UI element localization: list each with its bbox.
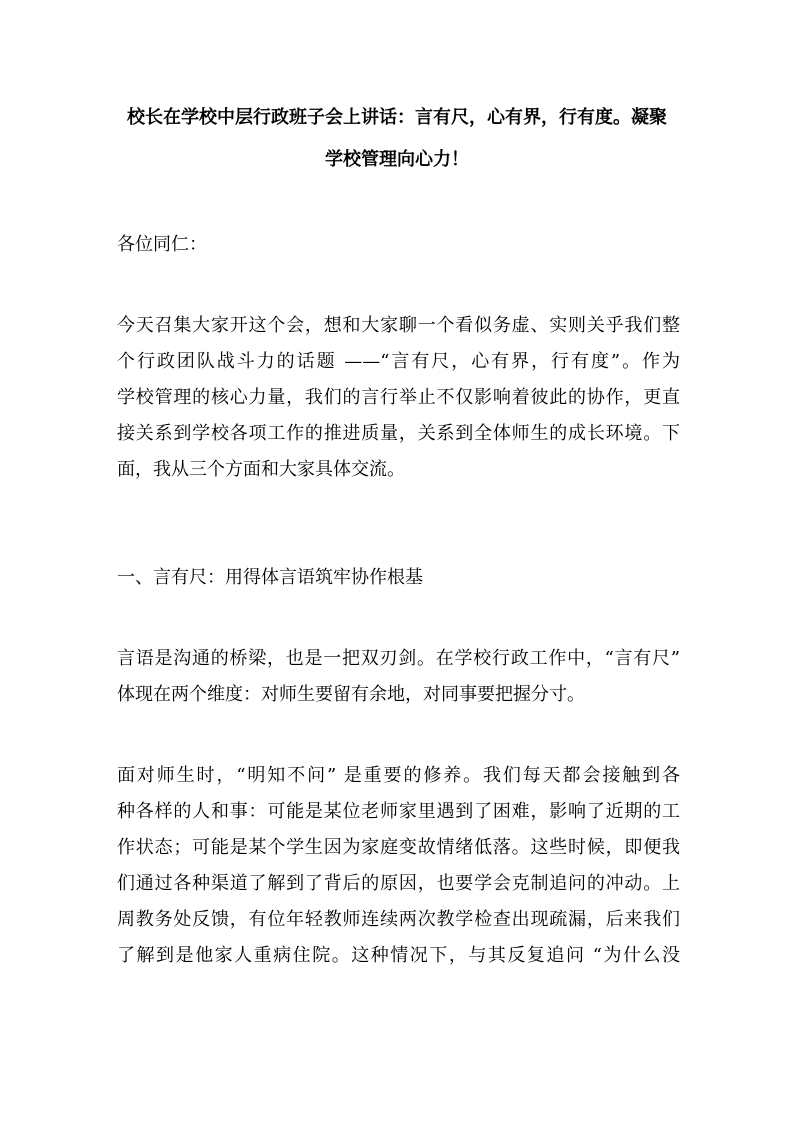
- paragraph-2: [117, 758, 680, 974]
- paragraph-line: 接关系到学校各项工作的推进质量，关系到全体师生的成长环境。下: [117, 423, 680, 444]
- paragraph-line: 种各样的人和事：可能是某位老师家里遇到了困难，影响了近期的工: [117, 801, 680, 822]
- paragraph-line: 今天召集大家开这个会，想和大家聊一个看似务虚、实则关乎我们整: [117, 315, 680, 336]
- paragraph-line: 面对师生时，“明知不问” 是重要的修养。我们每天都会接触到各: [117, 765, 680, 786]
- paragraph-line: 体现在两个维度：对师生要留有余地，对同事要把握分寸。: [117, 684, 585, 705]
- salutation: 各位同仁：: [117, 234, 207, 255]
- paragraph-line: 学校管理的核心力量，我们的言行举止不仅影响着彼此的协作，更直: [117, 387, 680, 408]
- paragraph-line: 面，我从三个方面和大家具体交流。: [117, 459, 405, 480]
- paragraph-1: [117, 641, 680, 713]
- paragraph-line: 言语是沟通的桥梁，也是一把双刃剑。在学校行政工作中，“言有尺”: [117, 648, 680, 669]
- paragraph-line: 个行政团队战斗力的话题 ——“言有尺，心有界，行有度”。作为: [117, 351, 680, 372]
- intro-paragraph: [117, 308, 680, 488]
- paragraph-line: 了解到是他家人重病住院。这种情况下，与其反复追问 “为什么没: [117, 945, 680, 966]
- paragraph-line: 作状态；可能是某个学生因为家庭变故情绪低落。这些时候，即便我: [117, 837, 680, 858]
- document-title: [112, 97, 682, 181]
- section-1-heading: 一、言有尺：用得体言语筑牢协作根基: [117, 567, 423, 588]
- paragraph-line: 周教务处反馈，有位年轻教师连续两次教学检查出现疏漏，后来我们: [117, 909, 680, 930]
- title-line-2: 学校管理向心力！: [325, 149, 469, 170]
- paragraph-line: 们通过各种渠道了解到了背后的原因，也要学会克制追问的冲动。上: [117, 873, 680, 894]
- title-line-1: 校长在学校中层行政班子会上讲话：言有尺，心有界，行有度。凝聚: [127, 107, 667, 128]
